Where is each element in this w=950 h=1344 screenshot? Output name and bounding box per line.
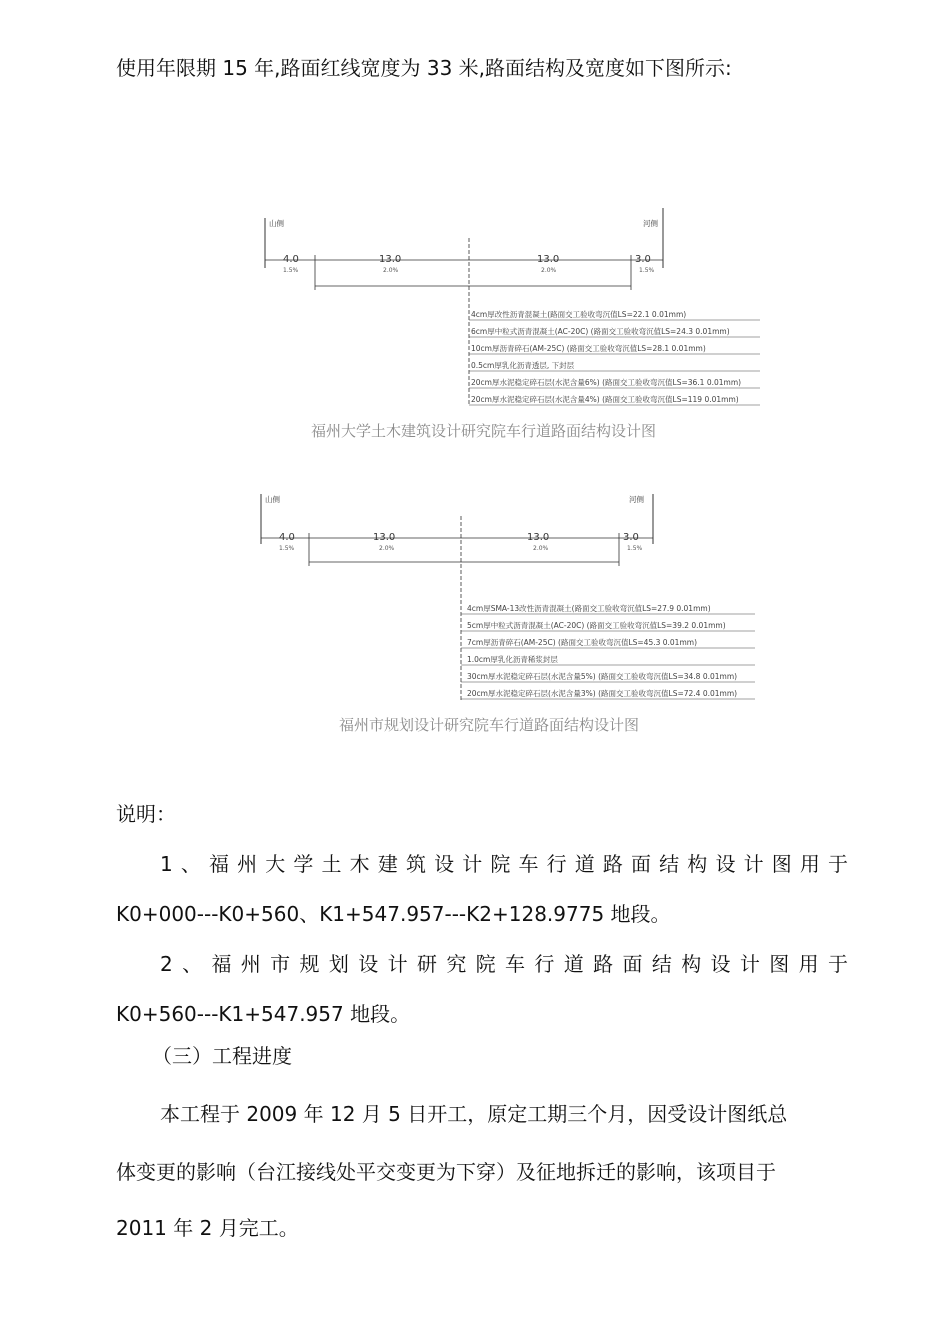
fig2-caption: 福州市规划设计研究院车行道路面结构设计图 xyxy=(339,716,640,734)
note-2-line-2: K0+560---K1+547.957 地段。 xyxy=(116,1002,411,1026)
fig1-caption: 福州大学土木建筑设计研究院车行道路面结构设计图 xyxy=(311,422,657,440)
pavement-diagram-1 xyxy=(255,200,775,450)
fig2-dim-4: 3.0 xyxy=(623,532,639,543)
fig1-layer-4: 0.5cm厚乳化沥青透层, 下封层 xyxy=(471,361,575,370)
fig2-slope-3: 2.0% xyxy=(533,545,549,552)
pavement-diagram-2 xyxy=(255,488,775,740)
fig1-layer-2: 6cm厚中粒式沥青混凝土(AC-20C) (路面交工验收弯沉值LS=24.3 0.01mm) xyxy=(471,327,730,336)
fig2-dim-2: 13.0 xyxy=(373,532,396,543)
fig1-dim-3: 13.0 xyxy=(537,254,560,265)
fig1-slope-2: 2.0% xyxy=(383,267,399,274)
note-1-line-1: 1、福州大学土木建筑设计院车行道路面结构设计图用于 xyxy=(160,852,850,876)
section-title: （三）工程进度 xyxy=(152,1044,292,1068)
fig1-layer-1: 4cm厚改性沥青混凝土(路面交工验收弯沉值LS=22.1 0.01mm) xyxy=(471,310,687,319)
fig1-left-label: 山侧 xyxy=(269,219,284,228)
progress-line-3: 2011 年 2 月完工。 xyxy=(116,1216,299,1240)
fig1-slope-3: 2.0% xyxy=(541,267,557,274)
note-title: 说明： xyxy=(116,802,176,826)
fig1-dim-2: 13.0 xyxy=(379,254,402,265)
fig2-dim-3: 13.0 xyxy=(527,532,550,543)
fig1-slope-1: 1.5% xyxy=(283,267,299,274)
fig2-dim-1: 4.0 xyxy=(279,532,295,543)
progress-line-2: 体变更的影响（台江接线处平交变更为下穿）及征地拆迁的影响，该项目于 xyxy=(116,1160,776,1184)
note-2-line-1: 2、福州市规划设计研究院车行道路面结构设计图用于 xyxy=(160,952,850,976)
fig1-right-label: 河侧 xyxy=(643,219,658,228)
fig2-layer-6: 20cm厚水泥稳定碎石层(水泥含量3%) (路面交工验收弯沉值LS=72.4 0.01mm) xyxy=(467,689,738,698)
pavement-figure-2 xyxy=(255,488,775,740)
fig1-layer-6: 20cm厚水泥稳定碎石层(水泥含量4%) (路面交工验收弯沉值LS=119 0.01mm) xyxy=(471,395,739,404)
pavement-figure-1 xyxy=(255,200,775,450)
fig2-slope-4: 1.5% xyxy=(627,545,643,552)
fig1-layer-3: 10cm厚沥青碎石(AM-25C) (路面交工验收弯沉值LS=28.1 0.01mm) xyxy=(471,344,706,353)
fig2-layer-1: 4cm厚SMA-13改性沥青混凝土(路面交工验收弯沉值LS=27.9 0.01mm) xyxy=(467,604,711,613)
fig1-dim-4: 3.0 xyxy=(635,254,651,265)
fig1-slope-4: 1.5% xyxy=(639,267,655,274)
fig2-right-label: 河侧 xyxy=(629,495,644,504)
fig1-layer-5: 20cm厚水泥稳定碎石层(水泥含量6%) (路面交工验收弯沉值LS=36.1 0.01mm) xyxy=(471,378,742,387)
intro-text: 使用年限期 15 年,路面红线宽度为 33 米,路面结构及宽度如下图所示: xyxy=(116,56,732,80)
fig2-layer-2: 5cm厚中粒式沥青混凝土(AC-20C) (路面交工验收弯沉值LS=39.2 0.01mm) xyxy=(467,621,726,630)
fig2-layer-4: 1.0cm厚乳化沥青稀浆封层 xyxy=(467,655,558,664)
progress-line-1: 本工程于 2009 年 12 月 5 日开工，原定工期三个月，因受设计图纸总 xyxy=(160,1102,788,1126)
fig2-slope-2: 2.0% xyxy=(379,545,395,552)
note-1-line-2: K0+000---K0+560、K1+547.957---K2+128.9775 地段。 xyxy=(116,902,671,926)
fig2-layer-5: 30cm厚水泥稳定碎石层(水泥含量5%) (路面交工验收弯沉值LS=34.8 0.01mm) xyxy=(467,672,738,681)
fig2-slope-1: 1.5% xyxy=(279,545,295,552)
fig1-dim-1: 4.0 xyxy=(283,254,299,265)
fig2-left-label: 山侧 xyxy=(265,495,280,504)
fig2-layer-3: 7cm厚沥青碎石(AM-25C) (路面交工验收弯沉值LS=45.3 0.01mm) xyxy=(467,638,697,647)
